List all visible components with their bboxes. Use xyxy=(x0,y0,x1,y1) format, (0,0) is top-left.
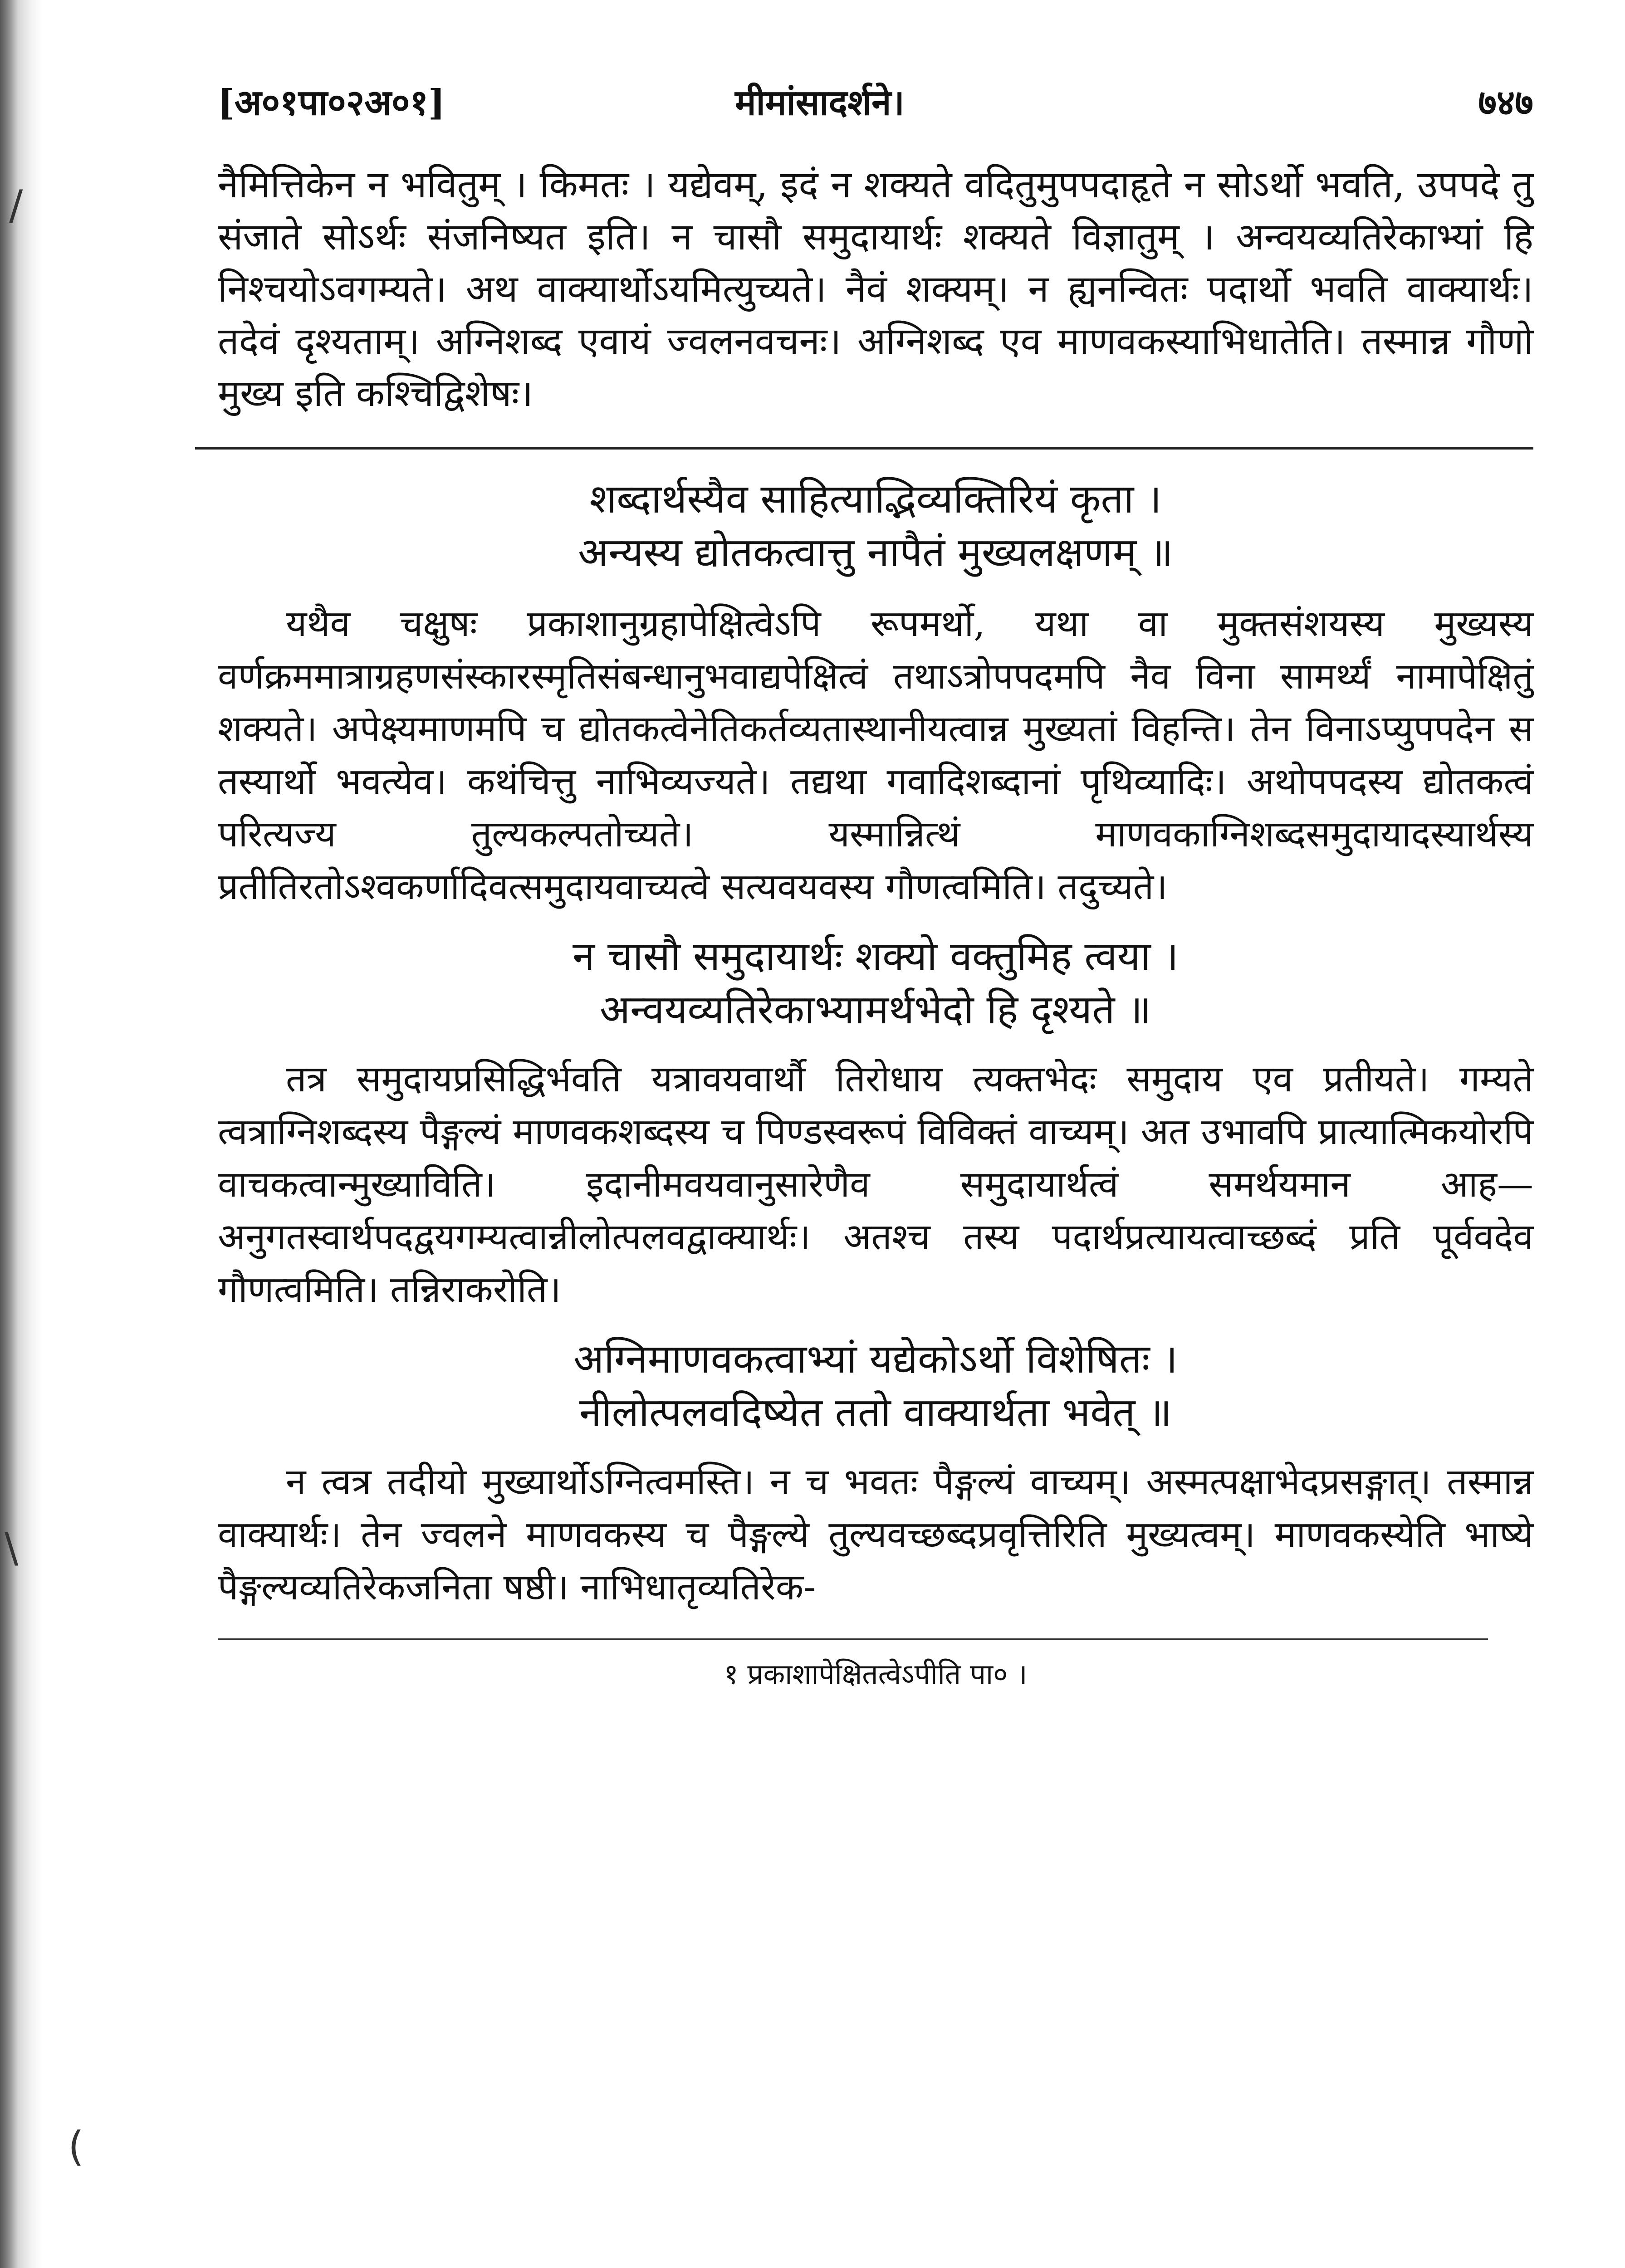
margin-mark-lower: ( xyxy=(68,2123,84,2170)
verse-line: नीलोत्पलवदिष्येत ततो वाक्यार्थता भवेत् ॥ xyxy=(579,1389,1172,1436)
commentary-paragraph: नैमित्तिकेन न भवितुम् । किमतः । यद्येवम्, इदं न शक्यते वदितुमुपपदाहृते न सोऽर्थो भवति, उपपदे तु संजाते सोऽर्थः संजनिष्यत इति। न चासौ समुदायार्थः शक्यते विज्ञातुम् । अन्वयव्यतिरेकाभ्यां हि निश्चयोऽवगम्यते। अथ वाक्यार्थोऽयमित्युच्यते। नैवं शक्यम्। न ह्यनन्वितः पदार्थो भवति वाक्यार्थः। तदेवं दृश्यताम्। अग्निशब्द एवायं ज्वलनवचनः। अग्निशब्द एव माणवकस्याभिधातेति। तस्मान्न गौणो मुख्य इति कश्चिद्विशेषः। xyxy=(218,163,1533,415)
scan-edge xyxy=(0,0,43,2268)
verse-line: शब्दार्थस्यैव साहित्याद्भिव्यक्तिरियं कृता । xyxy=(589,475,1162,522)
commentary-block xyxy=(218,159,1533,420)
verse-line: अन्यस्य द्योतकत्वात्तु नापैतं मुख्यलक्षणम् ॥ xyxy=(578,529,1173,576)
verse-line: अग्निमाणवकत्वाभ्यां यद्येकोऽर्थो विशेषितः । xyxy=(573,1335,1178,1382)
book-page xyxy=(218,77,1533,1695)
gloss-paragraph: तत्र समुदायप्रसिद्धिर्भवति यत्रावयवार्थौ तिरोधाय त्यक्तभेदः समुदाय एव प्रतीयते। गम्यते त्वत्राग्निशब्दस्य पैङ्गल्यं माणवकशब्दस्य च पिण्डस्वरूपं विविक्तं वाच्यम्। अत उभावपि प्रात्यात्मिकयोरपि वाचकत्वान्मुख्याविति। इदानीमवयवानुसारेणैव समुदायार्थत्वं समर्थयमान आह— अनुगतस्वार्थपदद्वयगम्यत्वान्नीलोत्पलवद्वाक्यार्थः। अतश्च तस्य पदार्थप्रत्यायत्वाच्छब्दं प्रति पूर्ववदेव गौणत्वमिति। तन्निराकरोति। xyxy=(218,1058,1533,1310)
margin-mark-top: / xyxy=(9,181,23,229)
verse-2 xyxy=(218,929,1533,1036)
page-header xyxy=(218,77,1533,145)
verse-line: न चासौ समुदायार्थः शक्यो वक्तुमिह त्वया । xyxy=(573,933,1179,979)
margin-mark-middle: \ xyxy=(5,1524,19,1572)
gloss-paragraph: न त्वत्र तदीयो मुख्यार्थोऽग्नित्वमस्ति। न च भवतः पैङ्गल्यं वाच्यम्। अस्मत्पक्षाभेदप्रसङ्गात्। तस्मान्न वाक्यार्थः। तेन ज्वलने माणवकस्य च पैङ्गल्ये तुल्यवच्छब्दप्रवृत्तिरिति मुख्यत्वम्। माणवकस्येति भाष्ये पैङ्गल्यव्यतिरेकजनिता षष्ठी। नाभिधातृव्यतिरेक- xyxy=(218,1461,1533,1608)
running-title: मीमांसादर्शने। xyxy=(735,82,905,123)
verse-1 xyxy=(218,472,1533,579)
verse-line: अन्वयव्यतिरेकाभ्यामर्थभेदो हि दृश्यते ॥ xyxy=(599,986,1152,1033)
footnote-divider xyxy=(218,1638,1488,1640)
gloss-paragraph: यथैव चक्षुषः प्रकाशानुग्रहापेक्षित्वेऽपि रूपमर्थो, यथा वा मुक्तसंशयस्य मुख्यस्य वर्णक्रममात्राग्रहणसंस्कारस्मृतिसंबन्धानुभवाद्यपेक्षित्वं तथाऽत्रोपपदमपि नैव विना सामर्थ्यं नामापेक्षितुं शक्यते। अपेक्ष्यमाणमपि च द्योतकत्वेनेतिकर्तव्यतास्थानीयत्वान्न मुख्यतां विहन्ति। तेन विनाऽप्युपपदेन स तस्यार्थो भवत्येव। कथंचित्तु नाभिव्यज्यते। तद्यथा गवादिशब्दानां पृथिव्यादिः। अथोपपदस्य द्योतकत्वं परित्यज्य तुल्यकल्पतोच्यते। यस्मान्नित्थं माणवकाग्निशब्दसमुदायादस्यार्थस्य प्रतीतिरतोऽश्वकर्णादिवत्समुदायवाच्यत्वे सत्यवयवस्य गौणत्वमिति। तदुच्यते। xyxy=(218,602,1533,908)
gloss-block xyxy=(218,597,1533,1613)
section-reference: [अ०१पा०२अ०१] xyxy=(218,82,445,123)
page-number: ७४७ xyxy=(1478,82,1533,123)
section-divider xyxy=(195,447,1533,450)
verse-3 xyxy=(218,1332,1533,1439)
footnote: १ प्रकाशापेक्षितत्वेऽपीति पा० । xyxy=(724,1657,1028,1691)
